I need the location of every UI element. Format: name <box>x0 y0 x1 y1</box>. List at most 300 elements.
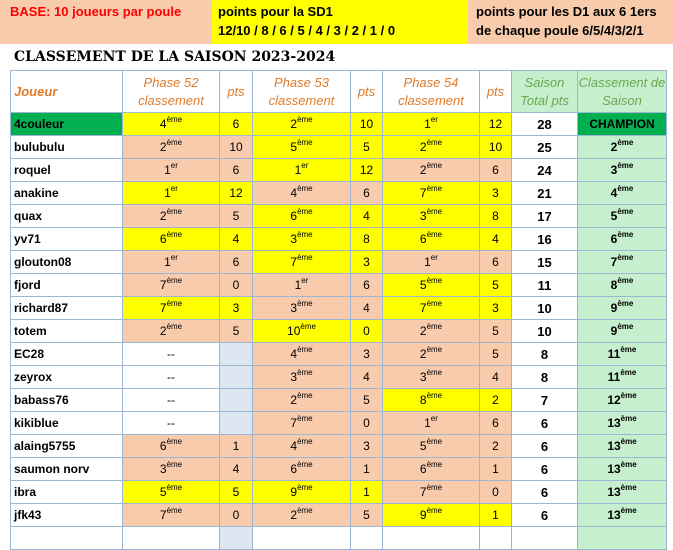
phase52-pts: 0 <box>220 504 253 527</box>
p54-value: 1 <box>424 255 431 269</box>
rank-suffix: ème <box>617 138 634 147</box>
p54-value: 2 <box>419 324 427 338</box>
p52-suffix: ème <box>166 207 183 216</box>
rank-suffix: ème <box>617 276 634 285</box>
p52-value: 1 <box>164 163 171 177</box>
p53-value: 1 <box>294 278 302 292</box>
phase52-rank <box>123 205 220 228</box>
season-total: 25 <box>512 136 578 159</box>
player-name: anakine <box>11 182 123 205</box>
phase54-pts: 6 <box>480 159 512 182</box>
phase52-pts <box>220 343 253 366</box>
player-name: richard87 <box>11 297 123 320</box>
empty-cell <box>351 527 383 550</box>
table-row <box>11 228 667 251</box>
p53-value: 4 <box>290 439 298 453</box>
phase54-pts: 1 <box>480 458 512 481</box>
player-name: glouton08 <box>11 251 123 274</box>
p53-suffix: ème <box>297 299 313 308</box>
phase54-pts: 12 <box>480 113 512 136</box>
p52-value: 7 <box>159 301 167 315</box>
p52-suffix: er <box>170 184 178 193</box>
p53-suffix: ème <box>297 368 313 377</box>
empty-cell <box>578 527 667 550</box>
p53-value: 3 <box>290 232 298 246</box>
phase52-pts <box>220 389 253 412</box>
p53-value: 3 <box>290 370 298 384</box>
phase52-pts: 6 <box>220 251 253 274</box>
phase54-pts: 0 <box>480 481 512 504</box>
phase53-rank <box>253 320 351 343</box>
col-pts54: pts <box>480 71 512 113</box>
player-name: EC28 <box>11 343 123 366</box>
champion-badge <box>578 113 667 136</box>
season-total: 6 <box>512 504 578 527</box>
p54-value: 7 <box>419 301 427 315</box>
phase53-rank <box>253 412 351 435</box>
rank-value: 3 <box>610 163 618 177</box>
season-rank <box>578 274 667 297</box>
phase52-rank <box>123 159 220 182</box>
season-total: 8 <box>512 366 578 389</box>
phase52-pts <box>220 412 253 435</box>
table-body <box>11 113 667 550</box>
p53-value: 4 <box>290 186 298 200</box>
phase54-pts: 5 <box>480 343 512 366</box>
phase53-rank <box>253 504 351 527</box>
p53-value: 2 <box>290 393 298 407</box>
player-name: yv71 <box>11 228 123 251</box>
phase54-rank <box>383 297 480 320</box>
phase53-rank <box>253 297 351 320</box>
p52-suffix: ème <box>166 299 183 308</box>
season-total: 21 <box>512 182 578 205</box>
phase54-rank <box>383 504 480 527</box>
p53-suffix: ème <box>297 460 313 469</box>
rank-value: 8 <box>610 278 618 292</box>
col-saison-total: Saison Total pts <box>512 71 578 113</box>
player-name: alaing5755 <box>11 435 123 458</box>
phase53-pts: 4 <box>351 297 383 320</box>
rank-value: 5 <box>610 209 618 223</box>
d1-line1: points pour les D1 aux 6 1ers <box>476 4 657 19</box>
p52-value: 2 <box>159 209 167 223</box>
phase52-pts: 6 <box>220 159 253 182</box>
season-rank <box>578 251 667 274</box>
season-rank <box>578 412 667 435</box>
p52-value: -- <box>167 416 175 430</box>
phase53-pts: 6 <box>351 182 383 205</box>
p54-suffix: ème <box>426 368 443 377</box>
rank-suffix: ème <box>617 299 634 308</box>
season-total: 7 <box>512 389 578 412</box>
p54-value: 3 <box>419 209 427 223</box>
col-classement-saison: Classement de Saison <box>578 71 667 113</box>
table-row <box>11 136 667 159</box>
standings-table <box>10 70 667 550</box>
phase53-rank <box>253 228 351 251</box>
player-name: quax <box>11 205 123 228</box>
phase52-rank <box>123 297 220 320</box>
phase52-rank <box>123 458 220 481</box>
phase52-pts: 1 <box>220 435 253 458</box>
phase54-pts: 1 <box>480 504 512 527</box>
phase54-pts: 5 <box>480 274 512 297</box>
rank-suffix: ème <box>617 184 634 193</box>
table-row <box>11 481 667 504</box>
season-rank <box>578 504 667 527</box>
player-name: roquel <box>11 159 123 182</box>
p52-value: 5 <box>159 485 167 499</box>
phase54-rank <box>383 274 480 297</box>
phase52-pts: 3 <box>220 297 253 320</box>
table-row <box>11 458 667 481</box>
p53-suffix: ème <box>300 322 316 331</box>
p53-value: 2 <box>290 508 298 522</box>
season-rank <box>578 297 667 320</box>
season-total: 10 <box>512 297 578 320</box>
phase54-rank <box>383 205 480 228</box>
p53-value: 5 <box>290 140 298 154</box>
empty-cell <box>11 527 123 550</box>
phase53-pts: 1 <box>351 481 383 504</box>
p54-suffix: ème <box>426 322 443 331</box>
p54-suffix: er <box>430 253 438 262</box>
phase52-rank <box>123 412 220 435</box>
p54-suffix: ème <box>426 138 443 147</box>
rank-suffix: ème <box>620 345 637 354</box>
phase52-pts: 5 <box>220 320 253 343</box>
table-row <box>11 205 667 228</box>
season-rank <box>578 205 667 228</box>
p54-value: 7 <box>419 186 427 200</box>
phase54-pts: 2 <box>480 389 512 412</box>
rank-suffix: ème <box>617 322 634 331</box>
p52-value: 6 <box>159 439 167 453</box>
player-name: fjord <box>11 274 123 297</box>
season-total: 15 <box>512 251 578 274</box>
phase54-rank <box>383 182 480 205</box>
col-pts53: pts <box>351 71 383 113</box>
phase54-pts: 2 <box>480 435 512 458</box>
p53-suffix: er <box>301 161 309 170</box>
p52-suffix: ème <box>166 115 183 124</box>
season-rank <box>578 481 667 504</box>
rank-value: 13 <box>607 439 621 453</box>
p54-suffix: ème <box>426 161 443 170</box>
p52-value: 1 <box>164 186 171 200</box>
empty-cell <box>253 527 351 550</box>
phase53-pts: 12 <box>351 159 383 182</box>
p52-value: 1 <box>164 255 171 269</box>
phase52-pts <box>220 366 253 389</box>
rank-value: 13 <box>607 508 621 522</box>
player-name: jfk43 <box>11 504 123 527</box>
rank-value: 9 <box>610 324 618 338</box>
table-row <box>11 435 667 458</box>
phase54-pts: 4 <box>480 228 512 251</box>
season-total: 6 <box>512 481 578 504</box>
p54-suffix: ème <box>426 184 443 193</box>
phase53-pts: 5 <box>351 504 383 527</box>
phase53-pts: 5 <box>351 136 383 159</box>
rank-value: 9 <box>610 301 618 315</box>
phase52-rank <box>123 274 220 297</box>
phase53-rank <box>253 481 351 504</box>
p53-suffix: ème <box>297 506 313 515</box>
season-rank <box>578 389 667 412</box>
p53-suffix: er <box>301 276 309 285</box>
table-row <box>11 366 667 389</box>
p54-suffix: ème <box>426 460 443 469</box>
season-total: 6 <box>512 412 578 435</box>
player-name: totem <box>11 320 123 343</box>
phase53-pts: 10 <box>351 113 383 136</box>
sd1-points-info <box>212 0 468 44</box>
p53-suffix: ème <box>297 115 313 124</box>
p52-value: 6 <box>159 232 167 246</box>
p52-suffix: ème <box>166 460 183 469</box>
phase54-rank <box>383 228 480 251</box>
col-phase53: Phase 53 classement <box>253 71 351 113</box>
phase53-pts: 5 <box>351 389 383 412</box>
phase52-pts: 5 <box>220 481 253 504</box>
season-rank <box>578 228 667 251</box>
p54-value: 5 <box>419 439 427 453</box>
rank-value: CHAMPION <box>589 117 655 131</box>
p52-suffix: ème <box>166 138 183 147</box>
p53-value: 4 <box>290 347 298 361</box>
rank-suffix: ème <box>620 437 637 446</box>
empty-cell <box>220 527 253 550</box>
phase53-rank <box>253 366 351 389</box>
phase54-rank <box>383 159 480 182</box>
phase54-pts: 4 <box>480 366 512 389</box>
p53-value: 6 <box>290 209 298 223</box>
phase53-pts: 8 <box>351 228 383 251</box>
p53-suffix: ème <box>297 207 313 216</box>
phase54-rank <box>383 412 480 435</box>
p53-suffix: ème <box>297 345 313 354</box>
season-total: 10 <box>512 320 578 343</box>
rank-suffix: ème <box>617 161 634 170</box>
phase53-rank <box>253 343 351 366</box>
season-rank <box>578 366 667 389</box>
phase52-rank <box>123 113 220 136</box>
phase52-rank <box>123 435 220 458</box>
phase52-rank <box>123 228 220 251</box>
sd1-line1: points pour la SD1 <box>218 4 333 19</box>
rank-value: 7 <box>610 255 618 269</box>
phase53-pts: 3 <box>351 251 383 274</box>
p54-value: 9 <box>419 508 427 522</box>
table-row <box>11 412 667 435</box>
phase52-pts: 12 <box>220 182 253 205</box>
p54-value: 6 <box>419 462 427 476</box>
phase54-pts: 8 <box>480 205 512 228</box>
p53-suffix: ème <box>297 483 313 492</box>
rank-suffix: ème <box>617 207 634 216</box>
p54-suffix: ème <box>426 207 443 216</box>
phase54-rank <box>383 366 480 389</box>
player-name: kikiblue <box>11 412 123 435</box>
phase54-pts: 6 <box>480 251 512 274</box>
phase53-pts: 0 <box>351 412 383 435</box>
table-row <box>11 182 667 205</box>
p52-value: -- <box>167 347 175 361</box>
phase53-rank <box>253 435 351 458</box>
phase53-pts: 0 <box>351 320 383 343</box>
rank-value: 13 <box>607 416 621 430</box>
phase53-rank <box>253 182 351 205</box>
empty-cell <box>123 527 220 550</box>
col-pts52: pts <box>220 71 253 113</box>
p54-value: 1 <box>424 416 431 430</box>
season-total: 24 <box>512 159 578 182</box>
rank-value: 4 <box>610 186 618 200</box>
phase54-rank <box>383 389 480 412</box>
phase53-rank <box>253 458 351 481</box>
p53-value: 2 <box>290 117 298 131</box>
season-rank <box>578 182 667 205</box>
season-total: 8 <box>512 343 578 366</box>
season-total: 11 <box>512 274 578 297</box>
d1-points-info <box>468 0 673 44</box>
empty-row <box>11 527 667 550</box>
p54-suffix: ème <box>426 437 443 446</box>
p54-value: 1 <box>424 117 431 131</box>
p52-value: -- <box>167 370 175 384</box>
table-header-row <box>11 71 667 113</box>
phase53-pts: 6 <box>351 274 383 297</box>
rank-suffix: ème <box>617 230 634 239</box>
p54-suffix: er <box>430 115 438 124</box>
empty-cell <box>383 527 480 550</box>
p54-suffix: ème <box>426 299 443 308</box>
col-phase52: Phase 52 classement <box>123 71 220 113</box>
rank-value: 13 <box>607 485 621 499</box>
table-row <box>11 297 667 320</box>
p53-value: 6 <box>290 462 298 476</box>
p53-suffix: ème <box>297 138 313 147</box>
p53-suffix: ème <box>297 437 313 446</box>
player-name: bulubulu <box>11 136 123 159</box>
phase53-rank <box>253 205 351 228</box>
p53-suffix: ème <box>297 414 313 423</box>
p54-suffix: er <box>430 414 438 423</box>
rank-value: 12 <box>607 393 621 407</box>
table-row <box>11 320 667 343</box>
p54-value: 2 <box>419 347 427 361</box>
p54-value: 2 <box>419 140 427 154</box>
p54-value: 6 <box>419 232 427 246</box>
player-name: 4couleur <box>11 113 123 136</box>
p52-suffix: ème <box>166 276 183 285</box>
phase54-rank <box>383 458 480 481</box>
phase54-pts: 5 <box>480 320 512 343</box>
p54-value: 3 <box>419 370 427 384</box>
rank-suffix: ème <box>620 414 637 423</box>
phase52-rank <box>123 504 220 527</box>
phase54-pts: 10 <box>480 136 512 159</box>
p53-value: 9 <box>290 485 298 499</box>
phase54-rank <box>383 113 480 136</box>
phase52-rank <box>123 136 220 159</box>
phase54-pts: 3 <box>480 182 512 205</box>
p53-value: 10 <box>287 324 301 338</box>
table-row <box>11 504 667 527</box>
p53-value: 7 <box>290 416 298 430</box>
base-info <box>0 0 212 44</box>
phase53-rank <box>253 274 351 297</box>
base-text: BASE: 10 joueurs par poule <box>10 4 182 19</box>
phase52-pts: 4 <box>220 458 253 481</box>
p54-suffix: ème <box>426 276 443 285</box>
p54-suffix: ème <box>426 391 443 400</box>
p54-suffix: ème <box>426 483 443 492</box>
sd1-line2: 12/10 / 8 / 6 / 5 / 4 / 3 / 2 / 1 / 0 <box>218 23 396 38</box>
phase53-pts: 1 <box>351 458 383 481</box>
p52-value: 7 <box>159 278 167 292</box>
p52-suffix: er <box>170 161 178 170</box>
season-total: 28 <box>512 113 578 136</box>
phase52-rank <box>123 182 220 205</box>
table-row <box>11 113 667 136</box>
p52-value: 7 <box>159 508 167 522</box>
phase53-pts: 3 <box>351 435 383 458</box>
table-row <box>11 274 667 297</box>
season-rank <box>578 320 667 343</box>
phase53-rank <box>253 389 351 412</box>
season-total: 17 <box>512 205 578 228</box>
phase53-rank <box>253 159 351 182</box>
p52-suffix: ème <box>166 230 183 239</box>
p53-suffix: ème <box>297 253 313 262</box>
season-total: 6 <box>512 435 578 458</box>
table-row <box>11 251 667 274</box>
season-total: 6 <box>512 458 578 481</box>
phase53-rank <box>253 113 351 136</box>
phase54-pts: 6 <box>480 412 512 435</box>
table-row <box>11 343 667 366</box>
season-rank <box>578 343 667 366</box>
p52-value: -- <box>167 393 175 407</box>
rank-suffix: ème <box>620 460 637 469</box>
rank-suffix: ème <box>620 368 637 377</box>
phase52-pts: 0 <box>220 274 253 297</box>
table-row <box>11 389 667 412</box>
season-rank <box>578 458 667 481</box>
p54-value: 5 <box>419 278 427 292</box>
rank-suffix: ème <box>620 506 637 515</box>
p52-suffix: ème <box>166 506 183 515</box>
phase54-rank <box>383 435 480 458</box>
player-name: ibra <box>11 481 123 504</box>
p53-suffix: ème <box>297 230 313 239</box>
p53-suffix: ème <box>297 391 313 400</box>
rank-value: 11 <box>607 347 621 361</box>
phase52-rank <box>123 343 220 366</box>
rank-suffix: ème <box>620 483 637 492</box>
p54-suffix: ème <box>426 230 443 239</box>
phase54-rank <box>383 136 480 159</box>
col-phase54: Phase 54 classement <box>383 71 480 113</box>
season-rank <box>578 435 667 458</box>
phase54-rank <box>383 251 480 274</box>
p54-suffix: ème <box>426 506 443 515</box>
p54-value: 2 <box>419 163 427 177</box>
phase52-pts: 5 <box>220 205 253 228</box>
